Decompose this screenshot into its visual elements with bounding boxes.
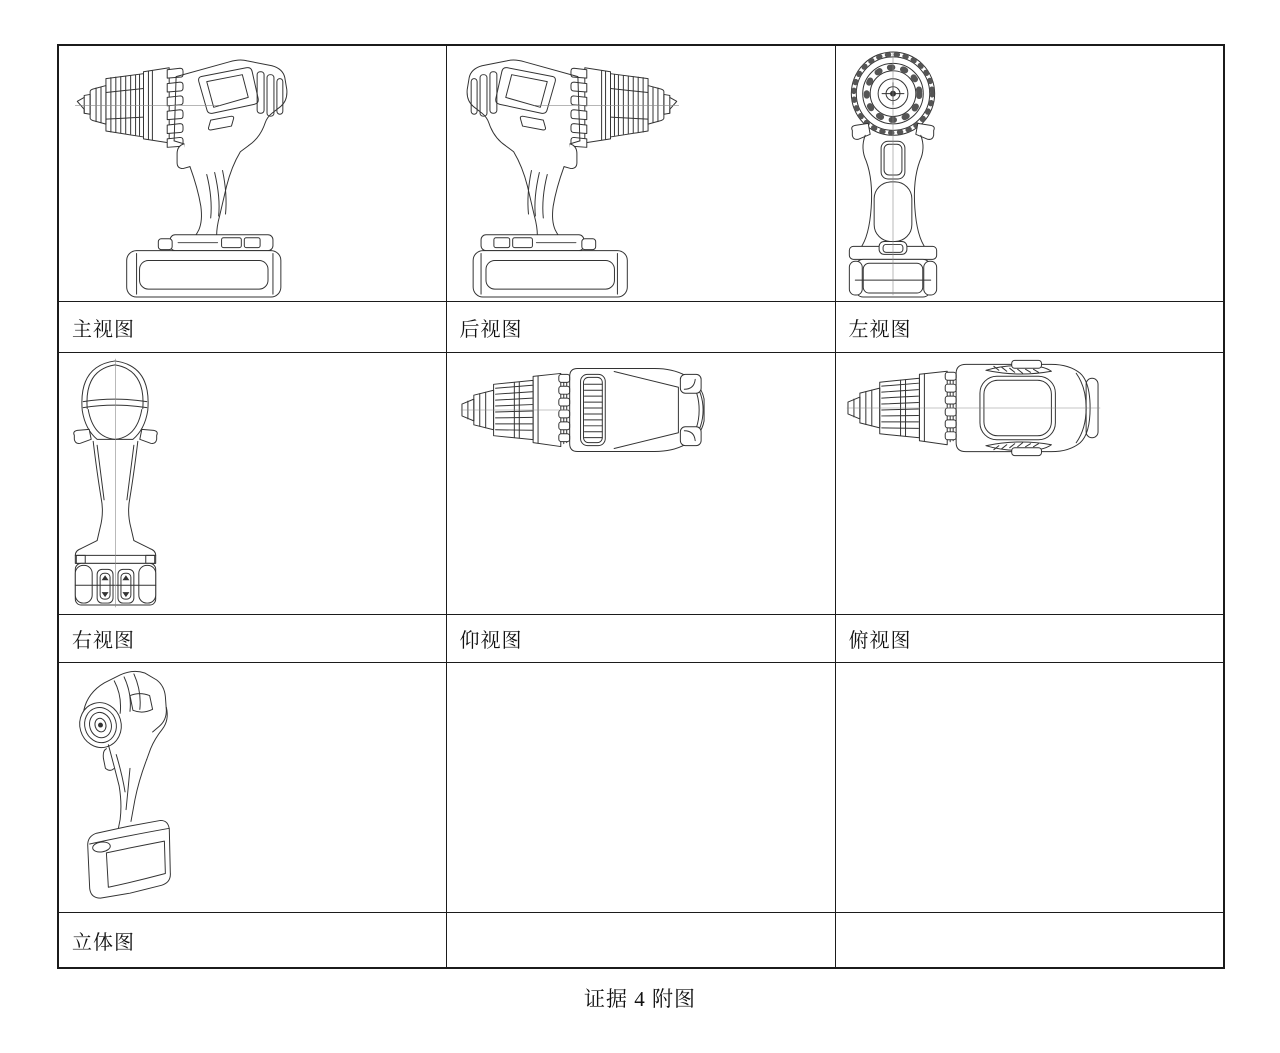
cell-front-view-image [58, 45, 446, 302]
view-label-perspective: 立体图 [72, 931, 135, 954]
cell-right-view-label [58, 615, 446, 663]
rear-view-drawing [455, 48, 683, 300]
front-view-drawing [71, 48, 299, 300]
bottom-view-drawing [459, 359, 711, 461]
right-view-drawing [68, 353, 163, 611]
top-view-drawing [845, 357, 1103, 459]
cell-perspective-view-label [58, 913, 446, 969]
cell-perspective-view-image [58, 663, 446, 913]
image-row-3 [58, 663, 1224, 913]
cell-left-view-label [835, 302, 1224, 353]
view-label-front: 主视图 [72, 318, 135, 341]
view-label-top: 俯视图 [848, 630, 912, 652]
cell-empty-1 [446, 663, 835, 913]
cell-empty-4 [835, 913, 1224, 969]
cell-empty-2 [835, 663, 1224, 913]
cell-right-view-image [58, 353, 446, 615]
perspective-view-drawing [71, 666, 187, 910]
cell-top-view-label [835, 615, 1224, 663]
view-label-rear: 后视图 [459, 318, 523, 341]
drawing-views-table [57, 44, 1225, 969]
cell-bottom-view-image [446, 353, 835, 615]
label-row-2 [58, 615, 1224, 663]
cell-top-view-image [835, 353, 1224, 615]
cell-front-view-label [58, 302, 446, 353]
label-row-3 [58, 913, 1224, 969]
image-row-2 [58, 353, 1224, 615]
view-label-left: 左视图 [848, 318, 912, 341]
image-row-1 [58, 45, 1224, 302]
cell-rear-view-label [446, 302, 835, 353]
left-view-drawing [843, 47, 943, 300]
cell-empty-3 [446, 913, 835, 969]
figure-caption: 证据 4 附图 [584, 987, 696, 1011]
cell-rear-view-image [446, 45, 835, 302]
view-label-bottom: 仰视图 [459, 630, 523, 652]
view-label-right: 右视图 [72, 630, 135, 652]
cell-bottom-view-label [446, 615, 835, 663]
label-row-1 [58, 302, 1224, 353]
cell-left-view-image [835, 45, 1224, 302]
